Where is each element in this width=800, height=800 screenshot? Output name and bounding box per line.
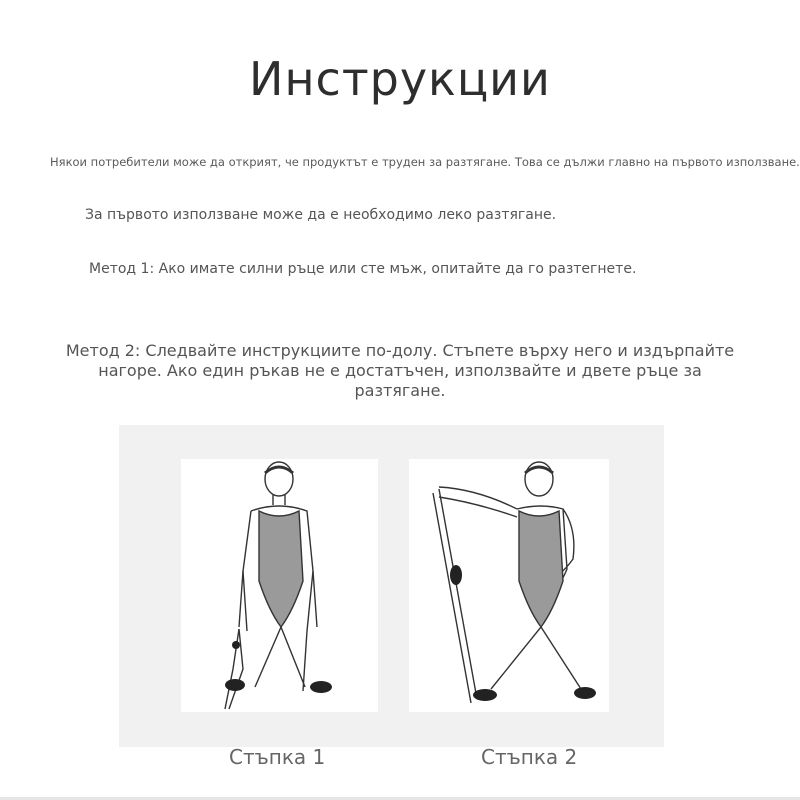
step-1-illustration (181, 459, 378, 769)
person-with-band-step-2-icon (409, 459, 609, 712)
method-2-text (0, 341, 800, 401)
step-1-label: Стъпка 1 (229, 745, 326, 769)
instruction-illustration-panel (119, 425, 664, 769)
step-2-illustration (409, 459, 609, 769)
method-2-text-content: Метод 2: Следвайте инструкциите по-долу. Стъпете върху него и издърпайте нагоре. Ако един ръкав не е достатъчен, използвайте и двете ръце за разтягане. (65, 341, 735, 400)
step-2-label: Стъпка 2 (481, 745, 578, 769)
method-1-text: Метод 1: Ако имате силни ръце или сте мъж, опитайте да го разтегнете. (89, 261, 637, 277)
first-use-note: За първото използване може да е необходимо леко разтягане. (85, 207, 557, 223)
intro-paragraph: Някои потребители може да открият, че продуктът е труден за разтягане. Това се дължи главно на първото използване. (50, 155, 800, 169)
page-title: Инструкции (249, 52, 551, 106)
person-with-band-step-1-icon (181, 459, 378, 712)
